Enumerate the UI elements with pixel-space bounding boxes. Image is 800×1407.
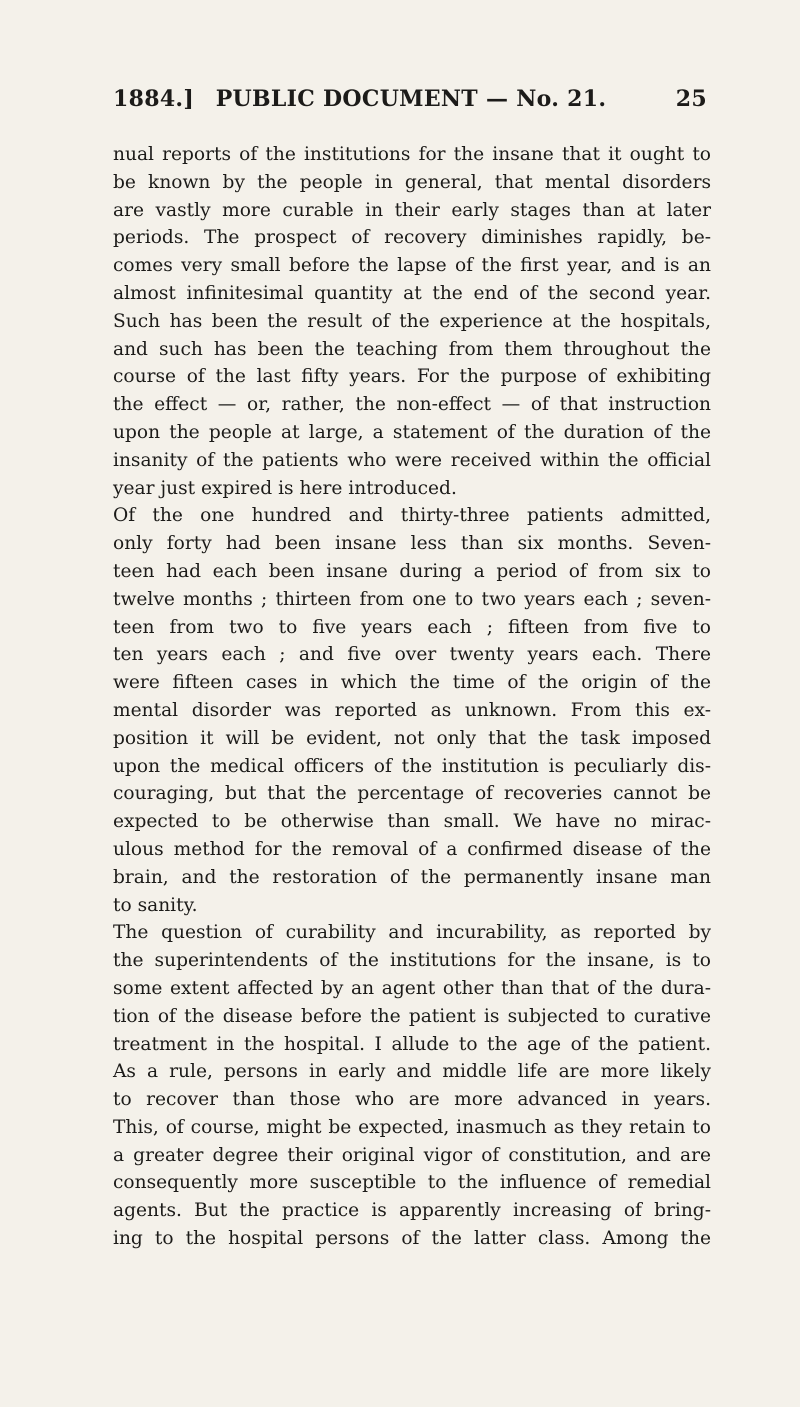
text-line: mental disorder was reported as unknown. From this ex- bbox=[113, 699, 711, 721]
text-line: upon the medical officers of the institution is peculiarly dis- bbox=[113, 755, 711, 777]
text-line: are vastly more curable in their early stages than at later bbox=[113, 199, 711, 221]
text-line: almost infinitesimal quantity at the end of the second year. bbox=[113, 282, 711, 304]
text-line: teen from two to five years each ; fifteen from five to bbox=[113, 616, 711, 638]
text-line: treatment in the hospital. I allude to the age of the patient. bbox=[113, 1033, 711, 1055]
text-line: agents. But the practice is apparently increasing of bring- bbox=[113, 1200, 711, 1222]
text-line: a greater degree their original vigor of constitution, and are bbox=[113, 1144, 711, 1166]
text-line: ulous method for the removal of a confirmed disease of the bbox=[113, 838, 711, 860]
text-line: position it will be evident, not only that the task imposed bbox=[113, 727, 711, 749]
text-line: As a rule, persons in early and middle life are more likely bbox=[113, 1061, 711, 1083]
text-line: tion of the disease before the patient is subjected to curative bbox=[113, 1005, 711, 1027]
text-line: the superintendents of the institutions for the insane, is to bbox=[113, 950, 711, 972]
text-line: couraging, but that the percentage of recoveries cannot be bbox=[113, 783, 711, 805]
text-line: Of the one hundred and thirty-three patients admitted, bbox=[113, 505, 711, 527]
text-line: be known by the people in general, that mental disorders bbox=[113, 171, 711, 193]
text-line: twelve months ; thirteen from one to two years each ; seven- bbox=[113, 588, 711, 610]
paragraph-3 bbox=[113, 919, 711, 1253]
text-line: ing to the hospital persons of the latter class. Among the bbox=[113, 1228, 711, 1250]
text-line: expected to be otherwise than small. We have no mirac- bbox=[113, 811, 711, 833]
text-line: The question of curability and incurability, as reported by bbox=[113, 922, 711, 944]
text-line: only forty had been insane less than six months. Seven- bbox=[113, 533, 711, 555]
text-line: Such has been the result of the experience at the hospitals, bbox=[113, 310, 711, 332]
page-number: 25 bbox=[675, 86, 707, 112]
text-line: upon the people at large, a statement of the duration of the bbox=[113, 421, 711, 443]
text-line: periods. The prospect of recovery diminishes rapidly, be- bbox=[113, 227, 711, 249]
running-head bbox=[113, 86, 707, 120]
text-line: year just expired is here introduced. bbox=[113, 477, 457, 499]
paragraph-1 bbox=[113, 141, 711, 502]
header-title: PUBLIC DOCUMENT — No. 21. bbox=[215, 86, 607, 112]
text-line: consequently more susceptible to the influence of remedial bbox=[113, 1172, 711, 1194]
text-line: course of the last fifty years. For the purpose of exhibiting bbox=[113, 366, 711, 388]
paragraph-2 bbox=[113, 502, 711, 919]
text-line: the effect — or, rather, the non-effect — of that instruction bbox=[113, 394, 711, 416]
text-line: teen had each been insane during a period of from six to bbox=[113, 560, 711, 582]
text-line: to recover than those who are more advanced in years. bbox=[113, 1089, 711, 1111]
header-year: 1884.] bbox=[113, 86, 195, 112]
text-line: to sanity. bbox=[113, 894, 198, 916]
text-line: brain, and the restoration of the permanently insane man bbox=[113, 866, 711, 888]
body-text bbox=[113, 141, 711, 1253]
text-line: insanity of the patients who were received within the official bbox=[113, 449, 711, 471]
text-line: ten years each ; and five over twenty years each. There bbox=[113, 644, 711, 666]
text-line: nual reports of the institutions for the insane that it ought to bbox=[113, 144, 711, 165]
text-line: some extent affected by an agent other than that of the dura- bbox=[113, 977, 711, 999]
text-line: comes very small before the lapse of the first year, and is an bbox=[113, 255, 711, 277]
text-line: were fifteen cases in which the time of the origin of the bbox=[113, 672, 711, 694]
text-line: and such has been the teaching from them throughout the bbox=[113, 338, 711, 360]
text-line: This, of course, might be expected, inasmuch as they retain to bbox=[113, 1116, 711, 1138]
